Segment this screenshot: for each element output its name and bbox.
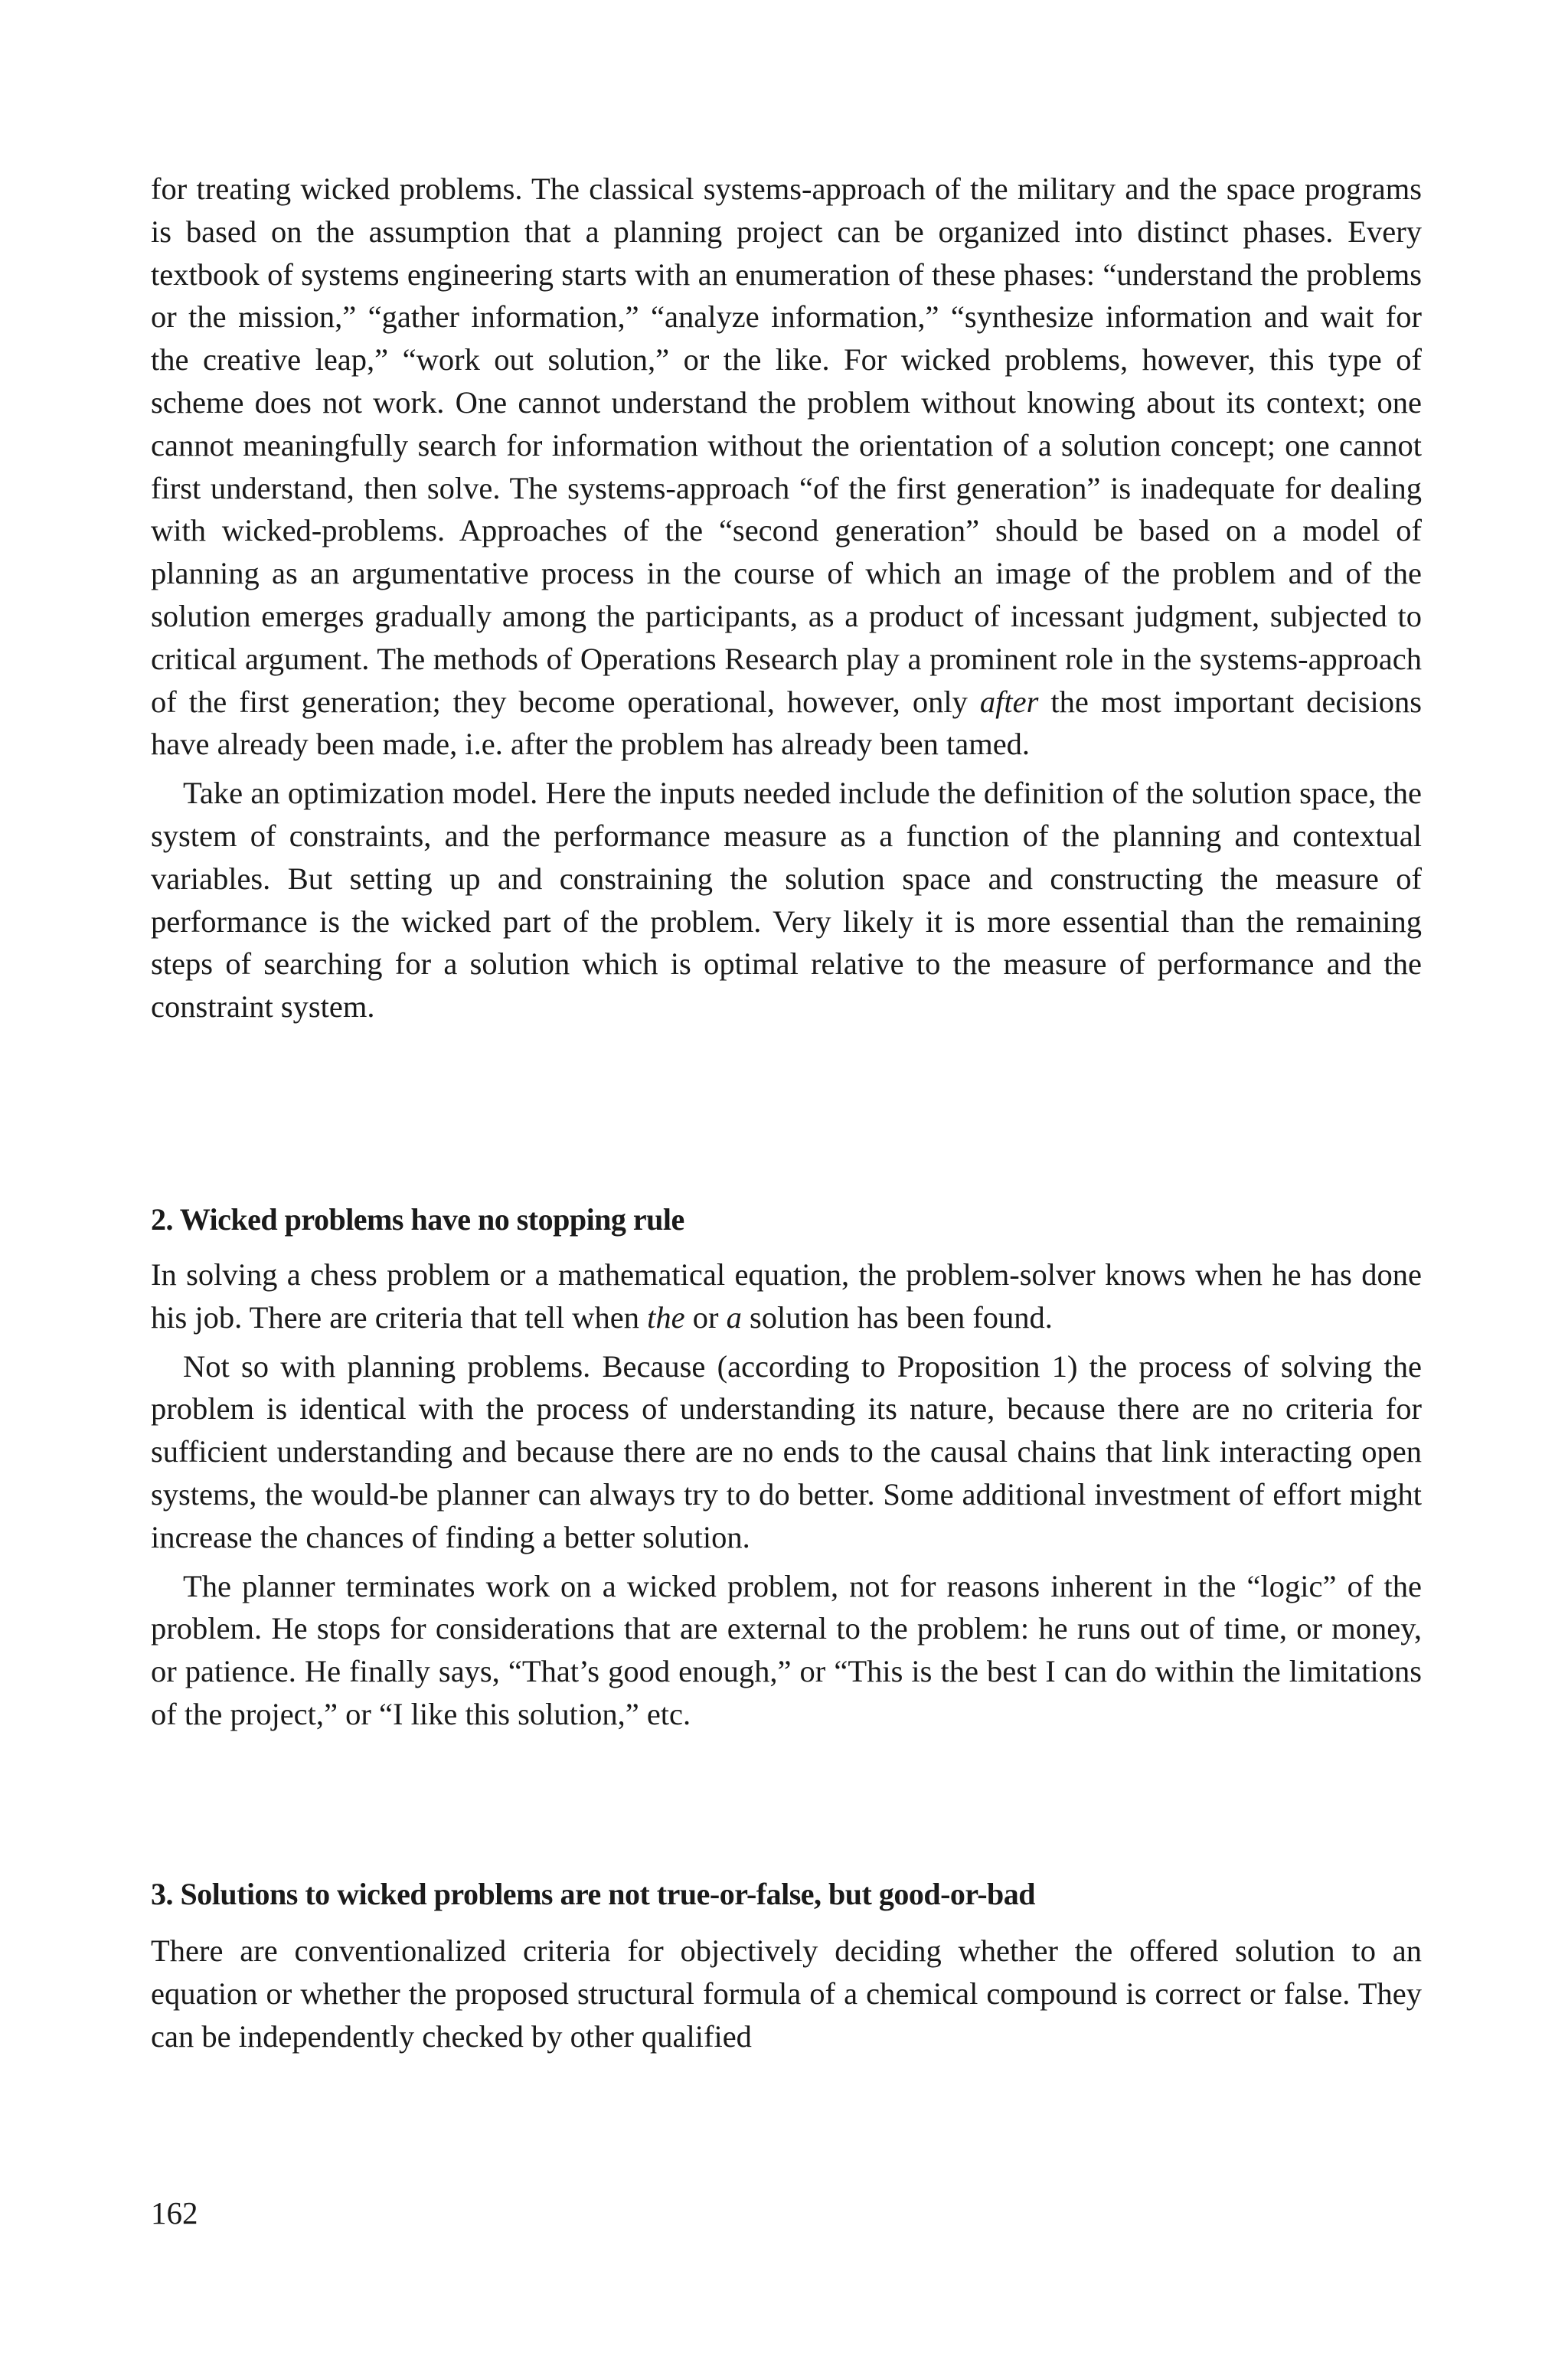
paragraph-text: the most important decisions have already been made, i.e. after the problem has already been tamed. xyxy=(151,684,1422,762)
paragraph: There are conventionalized criteria for objectively deciding whether the offered solution to an equation or whether the proposed structural formula of a chemical compound is correct or false. They can be independently checked by other qualified xyxy=(151,1933,1422,2054)
paragraph: The planner terminates work on a wicked problem, not for reasons inherent in the “logic” of the problem. He stops for considerations that are external to the problem: he runs out of time, or money, or patience. He finally says, “That’s good enough,” or “This is the best I can do within the limitations of the project,” or “I like this solution,” etc. xyxy=(151,1568,1422,1731)
paragraph-text: solution has been found. xyxy=(741,1299,1053,1335)
section-3-body xyxy=(151,1930,1422,2057)
paragraph-text: In solving a chess problem or a mathematical equation, the problem-solver knows when he has done his job. There are criteria that tell when xyxy=(151,1257,1422,1335)
section-1-body xyxy=(151,168,1422,1028)
paragraph-text: or xyxy=(684,1299,727,1335)
page-number: 162 xyxy=(151,2195,198,2231)
paragraph xyxy=(151,1253,1422,1339)
paragraph: Take an optimization model. Here the inputs needed include the definition of the solution space, the system of constraints, and the performance measure as a function of the planning and contextual variables. But setting up and constraining the solution space and constructing the measure of performance is the wicked part of the problem. Very likely it is more essential than the remaining steps of searching for a solution which is optimal relative to the measure of performance and the constraint system. xyxy=(151,776,1422,1025)
paragraph: Not so with planning problems. Because (according to Proposition 1) the process of solving the problem is identical with the process of understanding its nature, because there are no criteria for sufficient understanding and because there are no ends to the causal chains that link interacting open systems, the would-be planner can always try to do better. Some additional investment of effort might increase the chances of finding a better solution. xyxy=(151,1348,1422,1554)
italic-word: after xyxy=(979,684,1039,719)
paragraph-text: for treating wicked problems. The classical systems-approach of the military and the space programs is based on the assumption that a planning project can be organized into distinct phases. Every textbook of systems engineering starts with an enumeration of these phases: “understand the problems or the mission,” “gather information,” “analyze information,” “synthesize information and wait for the creative leap,” “work out solution,” or the like. For wicked problems, however, this type of scheme does not work. One cannot understand the problem without knowing about its context; one cannot meaningfully search for information without the orientation of a solution concept; one cannot first understand, then solve. The systems-approach “of the first generation” is inadequate for dealing with wicked-problems. Approaches of the “second generation” should be based on a model of planning as an argumentative process in the course of which an image of the problem and of the solution emerges gradually among the participants, as a product of incessant judgment, subjected to critical argument. The methods of Operations Research play a prominent role in the systems-approach of the first generation; they become operational, however, only xyxy=(151,172,1422,719)
italic-word: the xyxy=(647,1299,685,1335)
italic-word: a xyxy=(726,1299,742,1335)
section-heading-3: 3. Solutions to wicked problems are not true-or-false, but good-or-bad xyxy=(151,1877,1035,1911)
paragraph-continued xyxy=(151,168,1422,766)
section-2-body xyxy=(151,1253,1422,1736)
section-heading-2: 2. Wicked problems have no stopping rule xyxy=(151,1202,684,1237)
